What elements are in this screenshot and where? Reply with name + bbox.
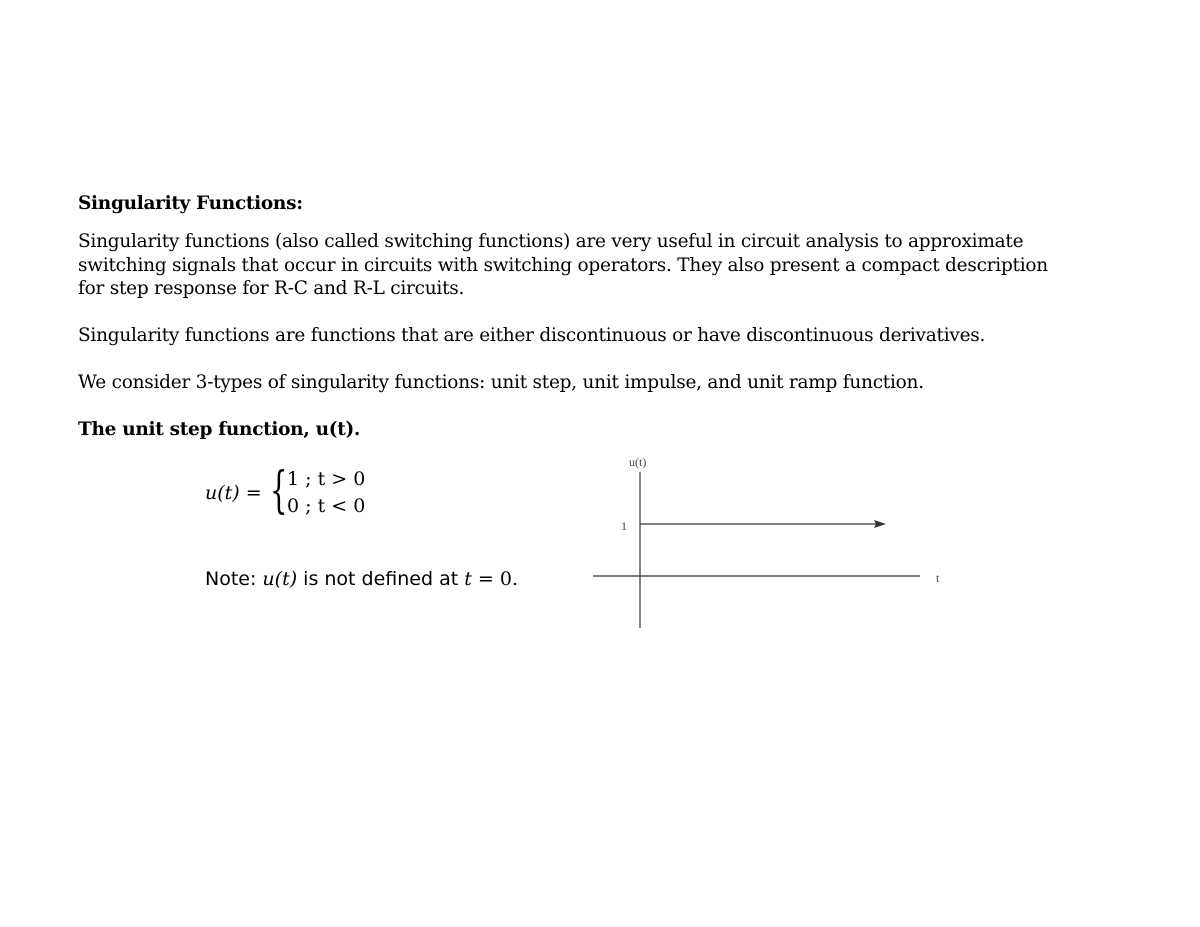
- intro-line: switching signals that occur in circuits with switching operators. They also present a compact description: [78, 254, 1048, 276]
- types-paragraph: We consider 3-types of singularity functions: unit step, unit impulse, and unit ramp function.: [78, 372, 924, 393]
- note-middle: is not defined at: [297, 568, 465, 590]
- unit-step-graph: [580, 448, 960, 633]
- note-suffix: = 0.: [471, 568, 519, 590]
- section-title: Singularity Functions:: [78, 193, 303, 214]
- definition-paragraph: Singularity functions are functions that are either discontinuous or have discontinuous derivatives.: [78, 325, 986, 346]
- intro-line: Singularity functions (also called switching functions) are very useful in circuit analysis to approximate: [78, 231, 1024, 252]
- x-axis-label: t: [936, 571, 940, 585]
- y-axis-label: u(t): [629, 455, 647, 469]
- equation-case-positive: 1 ; t > 0: [287, 468, 366, 490]
- note-line: [205, 568, 518, 590]
- equation-lhs: u(t) =: [205, 482, 262, 504]
- note-prefix: Note:: [205, 568, 263, 590]
- left-brace-icon: {: [270, 461, 288, 519]
- subsection-title: The unit step function, u(t).: [78, 419, 361, 440]
- intro-paragraph: [78, 230, 1098, 301]
- intro-line: for step response for R-C and R-L circuits.: [78, 278, 465, 299]
- equation-case-negative: 0 ; t < 0: [287, 495, 366, 517]
- note-function: u(t): [262, 568, 298, 590]
- note-variable: t: [464, 568, 472, 590]
- level-label: 1: [621, 519, 627, 533]
